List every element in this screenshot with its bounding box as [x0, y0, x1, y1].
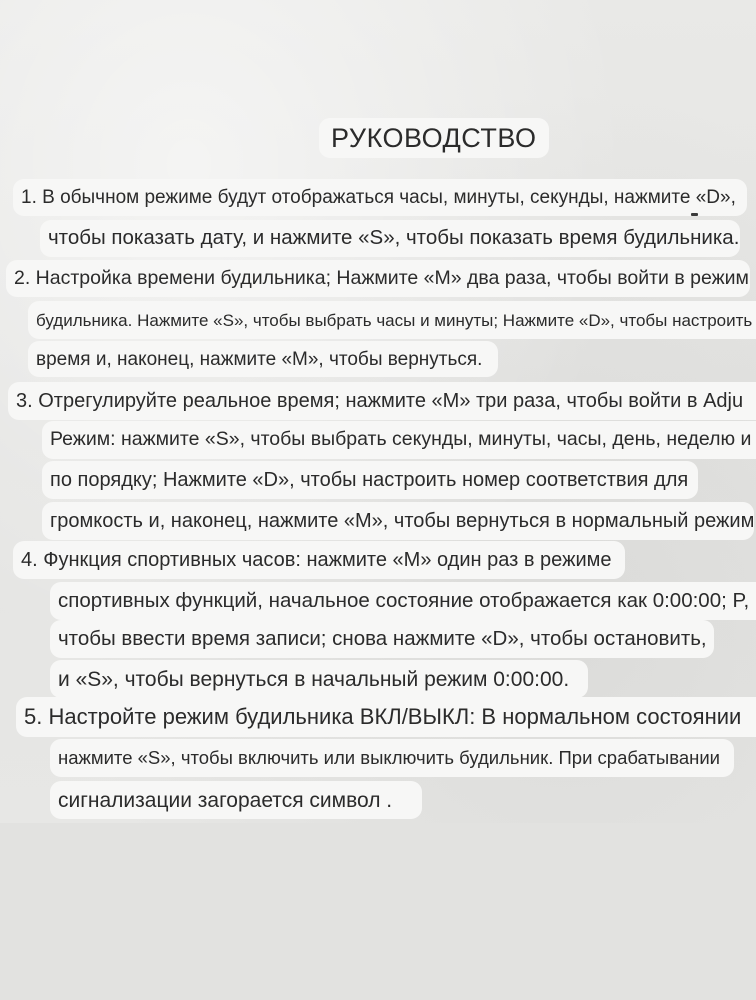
manual-line-10: 4. Функция спортивных часов: нажмите «M» один раз в режиме: [13, 541, 625, 579]
manual-line-3: 2. Настройка времени будильника; Нажмите «M» два раза, чтобы войти в режим: [6, 260, 750, 297]
manual-line-12: чтобы ввести время записи; снова нажмите «D», чтобы остановить,: [50, 620, 714, 658]
manual-line-9: громкость и, наконец, нажмите «M», чтобы вернуться в нормальный режим: [42, 502, 754, 540]
manual-line-2: чтобы показать дату, и нажмите «S», чтобы показать время будильника.: [40, 220, 740, 257]
manual-title: РУКОВОДСТВО: [319, 118, 549, 158]
manual-line-7: Режим: нажмите «S», чтобы выбрать секунды, минуты, часы, день, неделю и: [42, 421, 756, 459]
manual-line-16: сигнализации загорается символ .: [50, 781, 422, 819]
manual-line-14: 5. Настройте режим будильника ВКЛ/ВЫКЛ: В нормальном состоянии: [16, 697, 756, 737]
manual-line-11: спортивных функций, начальное состояние отображается как 0:00:00; P,: [50, 582, 756, 620]
manual-line-8: по порядку; Нажмите «D», чтобы настроить номер соответствия для: [42, 461, 698, 499]
manual-line-1: 1. В обычном режиме будут отображаться часы, минуты, секунды, нажмите «D»,: [13, 179, 747, 216]
manual-line-6: 3. Отрегулируйте реальное время; нажмите «M» три раза, чтобы войти в Adju: [8, 382, 756, 420]
manual-line-4: будильника. Нажмите «S», чтобы выбрать часы и минуты; Нажмите «D», чтобы настроить: [28, 301, 756, 339]
manual-line-5: время и, наконец, нажмите «M», чтобы вернуться.: [28, 341, 498, 377]
manual-line-13: и «S», чтобы вернуться в начальный режим 0:00:00.: [50, 660, 588, 698]
stray-mark: [691, 213, 698, 216]
manual-line-15: нажмите «S», чтобы включить или выключить будильник. При срабатывании: [50, 739, 734, 777]
